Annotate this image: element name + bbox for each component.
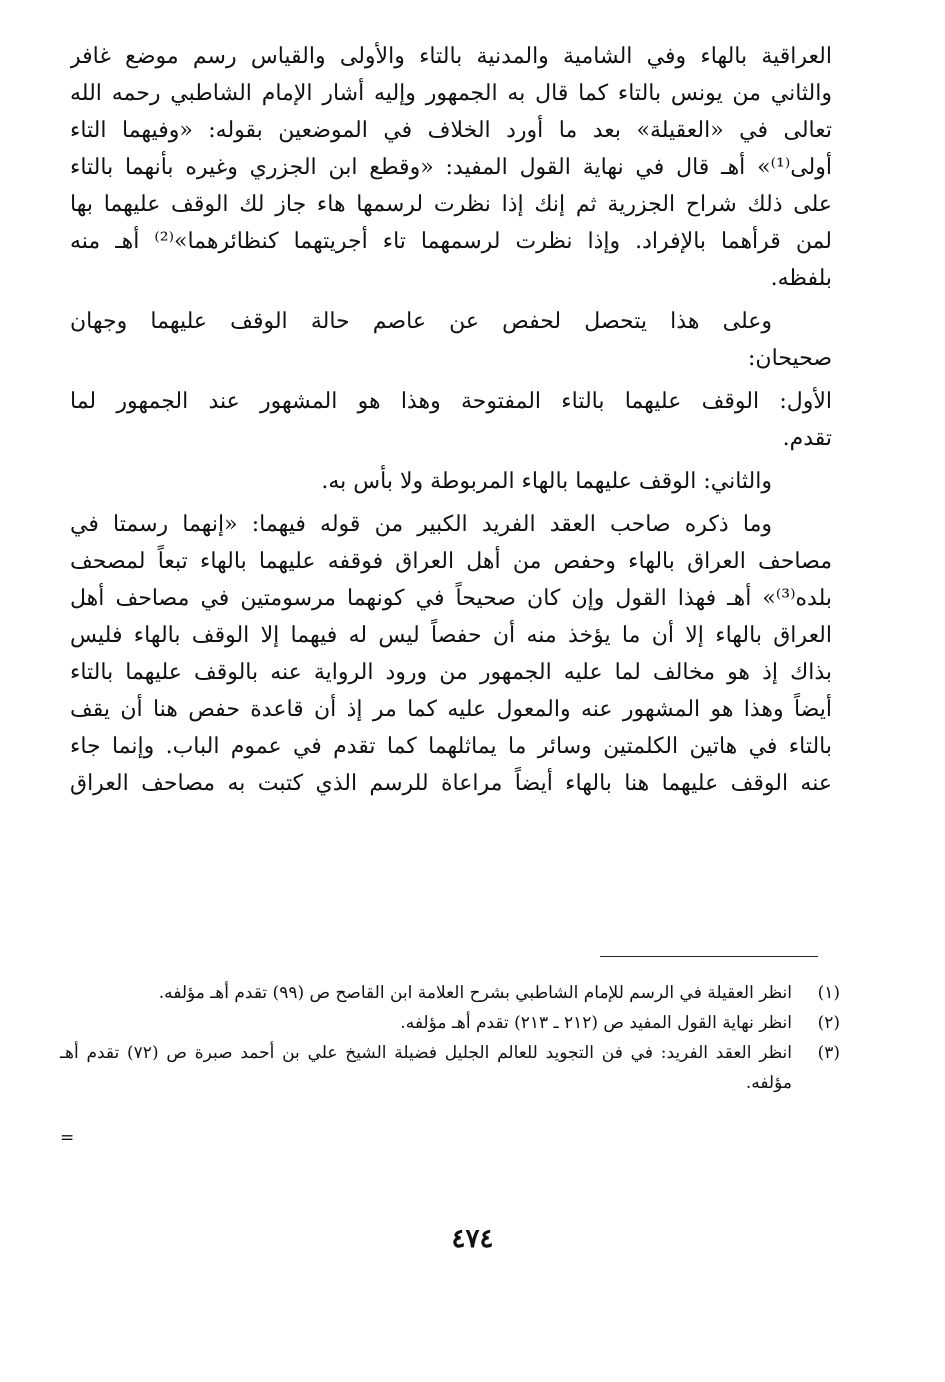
text-line: لمن قرأهما بالإفراد. وإذا نظرت لرسمهما تاء أجريتهما كنظائرهما»⁽²⁾ أهـ منه <box>70 229 832 254</box>
text-line: صحيحان: <box>748 346 832 371</box>
text-line: أيضاً وهذا هو المشهور عنه والمعول عليه كما مر إذ أن قاعدة حفص هنا أن يقف <box>70 697 832 722</box>
text-line: بلفظه. <box>770 266 832 291</box>
text-line: العراق بالهاء إلا أن ما يؤخذ منه أن حفصاً ليس له فيهما إلا الوقف بالهاء فليس <box>70 623 832 648</box>
text-line: وعلى هذا يتحصل لحفص عن عاصم حالة الوقف عليهما وجهان <box>70 309 772 334</box>
main-text <box>70 38 832 808</box>
footnote-text: انظر العقد الفريد: في فن التجويد للعالم الجليل فضيلة الشيخ علي بن أحمد صبرة ص (٧٢) تقدم أهـ مؤلفه. <box>60 1043 792 1093</box>
footnote-3 <box>60 1038 840 1098</box>
text-line: وما ذكره صاحب العقد الفريد الكبير من قوله فيهما: «إنهما رسمتا في <box>70 512 772 537</box>
footnote-1 <box>60 978 840 1008</box>
footnote-number: (٢) <box>817 1013 840 1033</box>
text-line: أولى⁽¹⁾» أهـ قال في نهاية القول المفيد: «وقطع ابن الجزري وغيره بأنهما بالتاء <box>70 155 832 180</box>
footnote-text: انظر العقيلة في الرسم للإمام الشاطبي بشرح العلامة ابن القاصح ص (٩٩) تقدم أهـ مؤلفه. <box>158 983 792 1003</box>
footnote-number: (١) <box>817 983 840 1003</box>
text-line: تعالى في «العقيلة» بعد ما أورد الخلاف في الموضعين بقوله: «وفيهما التاء <box>70 118 832 143</box>
text-line: الأول: الوقف عليهما بالتاء المفتوحة وهذا هو المشهور عند الجمهور لما <box>70 389 832 414</box>
footnote-text: انظر نهاية القول المفيد ص (٢١٢ ـ ٢١٣) تقدم أهـ مؤلفه. <box>400 1013 792 1033</box>
page-number: ٤٧٤ <box>451 1224 494 1254</box>
text-line: على ذلك شراح الجزرية ثم إنك إذا نظرت لرسمها هاء جاز لك الوقف عليهما بها <box>70 192 832 217</box>
footnote-2 <box>60 1008 840 1038</box>
footnote-number: (٣) <box>817 1043 840 1063</box>
text-line: العراقية بالهاء وفي الشامية والمدنية بالتاء والأولى والقياس رسم موضع غافر <box>70 44 832 69</box>
text-line: تقدم. <box>782 426 832 451</box>
text-line: عنه الوقف عليهما هنا بالهاء أيضاً مراعاة للرسم الذي كتبت به مصاحف العراق <box>70 771 832 796</box>
paragraph-2 <box>70 303 832 377</box>
text-line: بالتاء في هاتين الكلمتين وسائر ما يماثلهما كما تقدم في عموم الباب. وإنما جاء <box>70 734 832 759</box>
continuation-mark: = <box>60 1128 75 1148</box>
paragraph-5 <box>70 506 832 802</box>
text-line: بلده⁽³⁾» أهـ فهذا القول وإن كان صحيحاً في كونهما مرسومتين في مصاحف أهل <box>70 586 832 611</box>
text-line: مصاحف العراق بالهاء وحفص من أهل العراق فوقفه عليهما بالهاء تبعاً لمصحف <box>70 549 832 574</box>
text-line: والثاني من يونس بالتاء كما قال به الجمهور وإليه أشار الإمام الشاطبي رحمه الله <box>70 81 832 106</box>
paragraph-1 <box>70 38 832 297</box>
paragraph-4 <box>70 463 832 500</box>
text-line: بذاك إذ هو مخالف لما عليه الجمهور من ورود الرواية عنه بالوقف عليهما بالتاء <box>70 660 832 685</box>
text-line: والثاني: الوقف عليهما بالهاء المربوطة ولا بأس به. <box>321 469 772 494</box>
paragraph-3 <box>70 383 832 457</box>
footnotes <box>60 978 840 1098</box>
footnote-separator <box>600 956 818 957</box>
